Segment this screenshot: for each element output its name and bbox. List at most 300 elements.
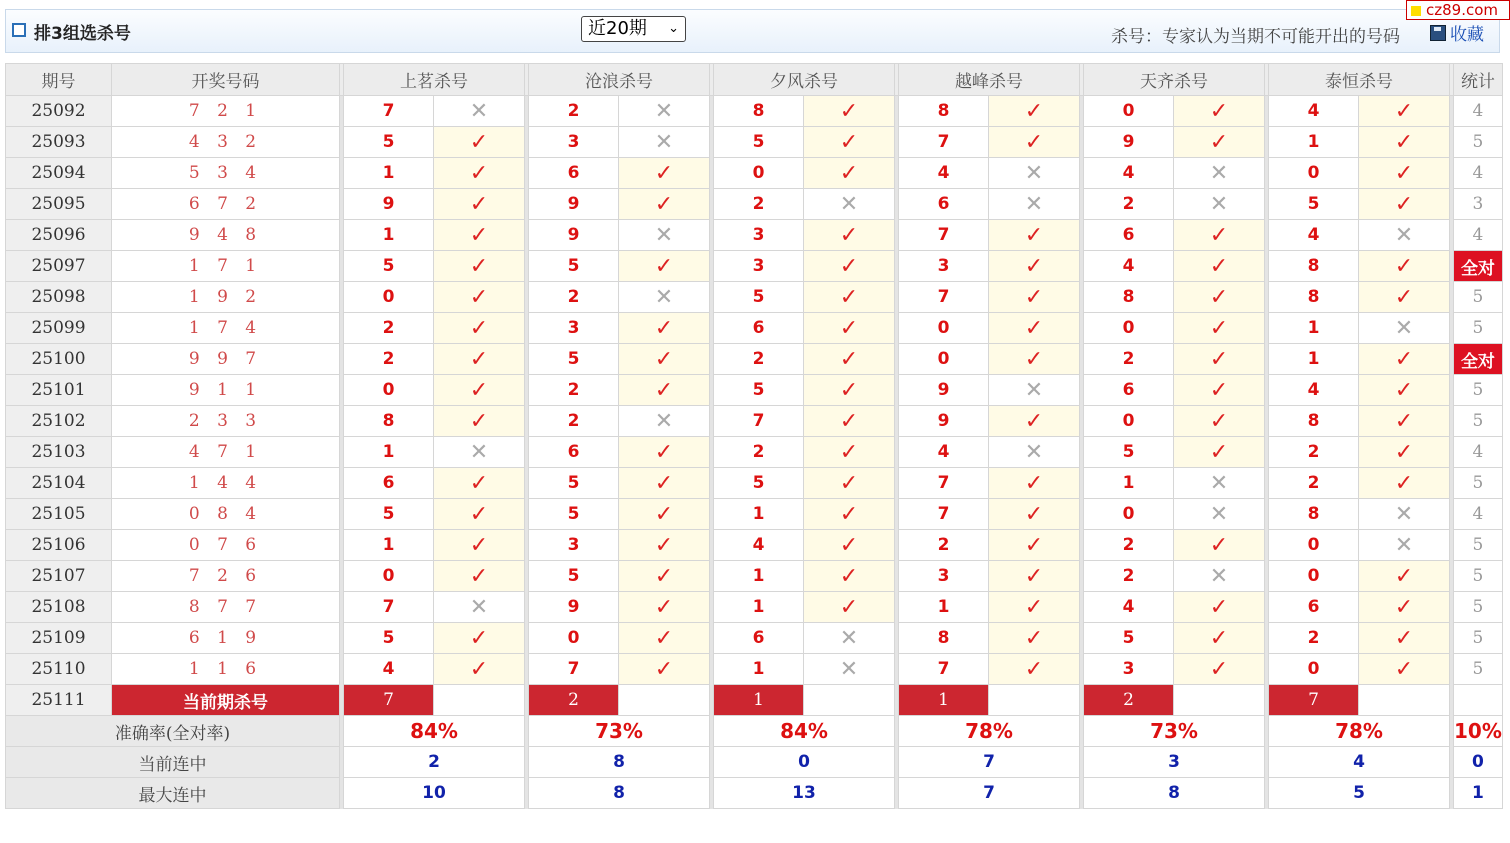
check-icon: ✓: [804, 530, 895, 561]
kill-number-cell: 0: [529, 623, 619, 654]
cross-icon: ✕: [434, 592, 525, 623]
open-number-cell: 1 7 1: [112, 251, 340, 282]
kill-number-cell: 0: [899, 344, 989, 375]
check-icon: ✓: [434, 375, 525, 406]
kill-number-cell: 6: [529, 158, 619, 189]
check-icon: ✓: [989, 251, 1080, 282]
kill-number-cell: 2: [344, 344, 434, 375]
current-streak-row: [6, 747, 1503, 778]
open-number-cell: 7 2 6: [112, 561, 340, 592]
cross-icon: ✕: [1359, 313, 1450, 344]
check-icon: ✓: [1174, 220, 1265, 251]
table-row: [6, 158, 1503, 189]
footer-stat: 0: [1454, 747, 1503, 778]
issue-cell: 25103: [6, 437, 112, 468]
logo-square-icon: [1411, 6, 1421, 16]
check-icon: ✓: [434, 654, 525, 685]
current-kill-number: 1: [899, 685, 989, 716]
cross-icon: ✕: [1174, 499, 1265, 530]
check-icon: ✓: [1359, 623, 1450, 654]
footer-label: 最大连中: [6, 778, 340, 809]
footer-value: 8: [1084, 778, 1265, 809]
check-icon: ✓: [1174, 406, 1265, 437]
stat-cell: 5: [1454, 282, 1503, 313]
check-icon: ✓: [1359, 96, 1450, 127]
check-icon: ✓: [1174, 313, 1265, 344]
kill-number-table: [5, 63, 1503, 809]
kill-number-cell: 7: [899, 654, 989, 685]
kill-number-cell: 5: [714, 282, 804, 313]
check-icon: ✓: [619, 158, 710, 189]
check-icon: ✓: [619, 251, 710, 282]
kill-number-cell: 6: [344, 468, 434, 499]
check-icon: ✓: [1359, 158, 1450, 189]
footer-stat: 10%: [1454, 716, 1503, 747]
kill-number-cell: 5: [529, 251, 619, 282]
table-row: [6, 406, 1503, 437]
kill-number-cell: 5: [529, 499, 619, 530]
empty-cell: [1454, 685, 1503, 716]
check-icon: ✓: [804, 344, 895, 375]
check-icon: ✓: [619, 654, 710, 685]
check-icon: ✓: [804, 282, 895, 313]
stat-cell: 5: [1454, 375, 1503, 406]
kill-number-cell: 2: [529, 375, 619, 406]
chevron-down-icon: ⌄: [668, 21, 679, 36]
kill-number-cell: 1: [714, 592, 804, 623]
kill-number-cell: 0: [1269, 561, 1359, 592]
cross-icon: ✕: [1359, 530, 1450, 561]
col-header-open: 开奖号码: [112, 64, 340, 96]
footer-value: 7: [899, 747, 1080, 778]
check-icon: ✓: [619, 344, 710, 375]
check-icon: ✓: [989, 468, 1080, 499]
kill-number-cell: 0: [1269, 654, 1359, 685]
check-icon: ✓: [434, 127, 525, 158]
open-number-cell: 9 1 1: [112, 375, 340, 406]
table-row: [6, 220, 1503, 251]
empty-cell: [989, 685, 1080, 716]
check-icon: ✓: [804, 437, 895, 468]
kill-number-cell: 1: [714, 561, 804, 592]
check-icon: ✓: [434, 158, 525, 189]
table-row: [6, 375, 1503, 406]
empty-cell: [1174, 685, 1265, 716]
table-header: [6, 64, 1503, 96]
kill-number-cell: 8: [1269, 406, 1359, 437]
kill-number-cell: 0: [714, 158, 804, 189]
check-icon: ✓: [989, 406, 1080, 437]
issue-cell: 25095: [6, 189, 112, 220]
kill-number-cell: 6: [714, 623, 804, 654]
footer-value: 7: [899, 778, 1080, 809]
table-row: [6, 313, 1503, 344]
col-header-expert: 泰恒杀号: [1269, 64, 1450, 96]
kill-number-cell: 5: [714, 375, 804, 406]
table-row: [6, 592, 1503, 623]
check-icon: ✓: [619, 189, 710, 220]
kill-number-cell: 3: [714, 220, 804, 251]
check-icon: ✓: [989, 96, 1080, 127]
kill-number-cell: 1: [1269, 313, 1359, 344]
kill-number-cell: 4: [899, 437, 989, 468]
kill-number-cell: 7: [344, 592, 434, 623]
check-icon: ✓: [1174, 530, 1265, 561]
check-icon: ✓: [434, 189, 525, 220]
stat-cell: 4: [1454, 220, 1503, 251]
table-row: [6, 530, 1503, 561]
stat-cell: 5: [1454, 127, 1503, 158]
stat-cell: 5: [1454, 623, 1503, 654]
kill-number-cell: 4: [1084, 251, 1174, 282]
table-row: [6, 96, 1503, 127]
current-kill-number: 7: [1269, 685, 1359, 716]
footer-value: 5: [1269, 778, 1450, 809]
kill-number-cell: 7: [899, 282, 989, 313]
kill-number-cell: 9: [529, 220, 619, 251]
issue-cell: 25108: [6, 592, 112, 623]
current-kill-number: 7: [344, 685, 434, 716]
accuracy-row: [6, 716, 1503, 747]
kill-number-cell: 2: [344, 313, 434, 344]
kill-number-cell: 8: [899, 623, 989, 654]
kill-number-cell: 5: [1084, 437, 1174, 468]
stat-cell: 全对: [1454, 251, 1503, 282]
cross-icon: ✕: [1359, 220, 1450, 251]
footer-value: 2: [344, 747, 525, 778]
footer-value: 73%: [1084, 716, 1265, 747]
check-icon: ✓: [434, 282, 525, 313]
issue-cell: 25097: [6, 251, 112, 282]
kill-number-cell: 1: [1269, 344, 1359, 375]
check-icon: ✓: [434, 561, 525, 592]
issue-cell: 25096: [6, 220, 112, 251]
stat-cell: 3: [1454, 189, 1503, 220]
footer-value: 78%: [1269, 716, 1450, 747]
open-number-cell: 9 4 8: [112, 220, 340, 251]
kill-number-cell: 5: [529, 468, 619, 499]
kill-number-cell: 4: [714, 530, 804, 561]
check-icon: ✓: [434, 406, 525, 437]
open-number-cell: 1 9 2: [112, 282, 340, 313]
kill-number-cell: 4: [1269, 375, 1359, 406]
check-icon: ✓: [989, 592, 1080, 623]
check-icon: ✓: [989, 127, 1080, 158]
kill-number-cell: 2: [899, 530, 989, 561]
kill-number-cell: 4: [1084, 592, 1174, 623]
kill-number-cell: 1: [344, 158, 434, 189]
check-icon: ✓: [1174, 437, 1265, 468]
check-icon: ✓: [989, 623, 1080, 654]
cross-icon: ✕: [989, 375, 1080, 406]
issue-cell: 25093: [6, 127, 112, 158]
check-icon: ✓: [804, 561, 895, 592]
issue-cell: 25111: [6, 685, 112, 716]
check-icon: ✓: [619, 313, 710, 344]
issue-cell: 25094: [6, 158, 112, 189]
kill-number-cell: 2: [1084, 530, 1174, 561]
footer-value: 3: [1084, 747, 1265, 778]
check-icon: ✓: [989, 282, 1080, 313]
kill-number-cell: 1: [1269, 127, 1359, 158]
check-icon: ✓: [804, 468, 895, 499]
kill-number-cell: 4: [1269, 220, 1359, 251]
stat-cell: 4: [1454, 158, 1503, 189]
kill-number-cell: 5: [344, 623, 434, 654]
table-row: [6, 499, 1503, 530]
kill-number-cell: 2: [714, 344, 804, 375]
cross-icon: ✕: [989, 437, 1080, 468]
kill-number-cell: 1: [1084, 468, 1174, 499]
kill-number-cell: 4: [1084, 158, 1174, 189]
kill-number-cell: 0: [344, 282, 434, 313]
kill-number-cell: 9: [529, 189, 619, 220]
check-icon: ✓: [619, 530, 710, 561]
kill-number-cell: 3: [1084, 654, 1174, 685]
kill-number-cell: 9: [899, 406, 989, 437]
kill-number-cell: 9: [899, 375, 989, 406]
check-icon: ✓: [804, 592, 895, 623]
open-number-cell: 2 3 3: [112, 406, 340, 437]
cross-icon: ✕: [1174, 189, 1265, 220]
checkbox-icon[interactable]: [12, 23, 26, 37]
check-icon: ✓: [1359, 251, 1450, 282]
empty-cell: [1359, 685, 1450, 716]
table-row: [6, 189, 1503, 220]
open-number-cell: 6 7 2: [112, 189, 340, 220]
kill-number-cell: 0: [1269, 530, 1359, 561]
kill-number-cell: 0: [1084, 406, 1174, 437]
open-number-cell: 0 7 6: [112, 530, 340, 561]
col-header-expert: 沧浪杀号: [529, 64, 710, 96]
check-icon: ✓: [1359, 127, 1450, 158]
table-row: [6, 251, 1503, 282]
check-icon: ✓: [434, 499, 525, 530]
check-icon: ✓: [619, 437, 710, 468]
kill-number-cell: 5: [344, 127, 434, 158]
stat-cell: 4: [1454, 437, 1503, 468]
kill-number-cell: 3: [529, 313, 619, 344]
kill-number-cell: 7: [714, 406, 804, 437]
kill-number-cell: 3: [529, 530, 619, 561]
stat-cell: 4: [1454, 499, 1503, 530]
stat-cell: 5: [1454, 561, 1503, 592]
kill-number-cell: 2: [1084, 344, 1174, 375]
col-header-expert: 夕风杀号: [714, 64, 895, 96]
kill-number-cell: 6: [1084, 375, 1174, 406]
empty-cell: [804, 685, 895, 716]
check-icon: ✓: [804, 96, 895, 127]
kill-number-cell: 4: [344, 654, 434, 685]
check-icon: ✓: [989, 654, 1080, 685]
period-select[interactable]: [581, 16, 686, 42]
logo-text: cz89.com: [1426, 1, 1499, 19]
check-icon: ✓: [804, 406, 895, 437]
check-icon: ✓: [804, 220, 895, 251]
kill-number-cell: 2: [529, 406, 619, 437]
check-icon: ✓: [1359, 344, 1450, 375]
issue-cell: 25100: [6, 344, 112, 375]
check-icon: ✓: [1359, 375, 1450, 406]
open-number-cell: 5 3 4: [112, 158, 340, 189]
footer-value: 8: [529, 747, 710, 778]
issue-cell: 25106: [6, 530, 112, 561]
check-icon: ✓: [1174, 251, 1265, 282]
kill-number-cell: 0: [1084, 96, 1174, 127]
kill-number-cell: 1: [714, 499, 804, 530]
cross-icon: ✕: [619, 406, 710, 437]
footer-value: 0: [714, 747, 895, 778]
issue-cell: 25105: [6, 499, 112, 530]
footer-value: 84%: [714, 716, 895, 747]
table-row: [6, 344, 1503, 375]
issue-cell: 25101: [6, 375, 112, 406]
kill-number-cell: 4: [1269, 96, 1359, 127]
check-icon: ✓: [1174, 375, 1265, 406]
stat-cell: 4: [1454, 96, 1503, 127]
check-icon: ✓: [804, 313, 895, 344]
kill-number-cell: 8: [1084, 282, 1174, 313]
kill-number-cell: 7: [529, 654, 619, 685]
kill-number-cell: 5: [1269, 189, 1359, 220]
kill-number-cell: 1: [344, 220, 434, 251]
kill-number-cell: 5: [1084, 623, 1174, 654]
footer-value: 84%: [344, 716, 525, 747]
kill-number-cell: 1: [899, 592, 989, 623]
footer-label: 准确率(全对率): [6, 716, 340, 747]
kill-number-cell: 6: [714, 313, 804, 344]
current-kill-label: 当前期杀号: [112, 685, 340, 716]
check-icon: ✓: [1359, 189, 1450, 220]
site-logo[interactable]: [1406, 0, 1510, 20]
check-icon: ✓: [434, 313, 525, 344]
kill-number-cell: 8: [1269, 282, 1359, 313]
kill-number-cell: 2: [1269, 623, 1359, 654]
footer-value: 73%: [529, 716, 710, 747]
stat-cell: 5: [1454, 654, 1503, 685]
check-icon: ✓: [1359, 561, 1450, 592]
footer-label: 当前连中: [6, 747, 340, 778]
kill-number-cell: 6: [1269, 592, 1359, 623]
empty-cell: [434, 685, 525, 716]
kill-number-cell: 0: [344, 561, 434, 592]
table-row: [6, 561, 1503, 592]
check-icon: ✓: [1359, 282, 1450, 313]
kill-number-cell: 5: [529, 561, 619, 592]
kill-number-cell: 7: [899, 499, 989, 530]
cross-icon: ✕: [1359, 499, 1450, 530]
check-icon: ✓: [804, 375, 895, 406]
footer-value: 8: [529, 778, 710, 809]
kill-number-cell: 0: [899, 313, 989, 344]
save-label: 收藏: [1450, 25, 1484, 45]
current-row: [6, 685, 1503, 716]
check-icon: ✓: [1359, 654, 1450, 685]
issue-cell: 25102: [6, 406, 112, 437]
table-row: [6, 654, 1503, 685]
issue-cell: 25099: [6, 313, 112, 344]
check-icon: ✓: [804, 499, 895, 530]
issue-cell: 25098: [6, 282, 112, 313]
cross-icon: ✕: [619, 282, 710, 313]
table-row: [6, 468, 1503, 499]
kill-number-cell: 8: [899, 96, 989, 127]
kill-number-cell: 2: [714, 189, 804, 220]
kill-number-cell: 8: [714, 96, 804, 127]
check-icon: ✓: [434, 623, 525, 654]
check-icon: ✓: [619, 375, 710, 406]
check-icon: ✓: [434, 468, 525, 499]
check-icon: ✓: [989, 530, 1080, 561]
open-number-cell: 4 3 2: [112, 127, 340, 158]
open-number-cell: 1 7 4: [112, 313, 340, 344]
check-icon: ✓: [804, 127, 895, 158]
save-button[interactable]: [1430, 20, 1484, 45]
cross-icon: ✕: [619, 127, 710, 158]
col-header-stat: 统计: [1454, 64, 1503, 96]
cross-icon: ✕: [804, 654, 895, 685]
table-row: [6, 282, 1503, 313]
cross-icon: ✕: [989, 189, 1080, 220]
open-number-cell: 0 8 4: [112, 499, 340, 530]
current-kill-number: 1: [714, 685, 804, 716]
kill-number-cell: 5: [344, 251, 434, 282]
footer-value: 4: [1269, 747, 1450, 778]
check-icon: ✓: [1174, 96, 1265, 127]
kill-number-cell: 3: [714, 251, 804, 282]
check-icon: ✓: [989, 313, 1080, 344]
kill-number-cell: 2: [714, 437, 804, 468]
kill-number-cell: 6: [1084, 220, 1174, 251]
kill-number-cell: 9: [344, 189, 434, 220]
kill-number-cell: 3: [899, 561, 989, 592]
current-kill-number: 2: [1084, 685, 1174, 716]
cross-icon: ✕: [619, 96, 710, 127]
kill-number-cell: 7: [344, 96, 434, 127]
kill-number-cell: 5: [529, 344, 619, 375]
empty-cell: [619, 685, 710, 716]
cross-icon: ✕: [1174, 158, 1265, 189]
issue-cell: 25107: [6, 561, 112, 592]
footer-stat: 1: [1454, 778, 1503, 809]
check-icon: ✓: [434, 530, 525, 561]
check-icon: ✓: [434, 220, 525, 251]
kill-number-cell: 5: [344, 499, 434, 530]
footer-value: 13: [714, 778, 895, 809]
table-row: [6, 437, 1503, 468]
kill-number-cell: 2: [1084, 561, 1174, 592]
cross-icon: ✕: [434, 96, 525, 127]
check-icon: ✓: [804, 158, 895, 189]
check-icon: ✓: [619, 499, 710, 530]
cross-icon: ✕: [989, 158, 1080, 189]
open-number-cell: 6 1 9: [112, 623, 340, 654]
col-header-expert: 天齐杀号: [1084, 64, 1265, 96]
check-icon: ✓: [434, 251, 525, 282]
check-icon: ✓: [619, 592, 710, 623]
kill-number-cell: 0: [1084, 313, 1174, 344]
col-header-expert: 越峰杀号: [899, 64, 1080, 96]
cross-icon: ✕: [619, 220, 710, 251]
cross-icon: ✕: [1174, 561, 1265, 592]
footer-value: 10: [344, 778, 525, 809]
max-streak-row: [6, 778, 1503, 809]
check-icon: ✓: [619, 623, 710, 654]
col-header-issue: 期号: [6, 64, 112, 96]
table-body: [6, 96, 1503, 809]
stat-cell: 5: [1454, 530, 1503, 561]
check-icon: ✓: [1174, 654, 1265, 685]
